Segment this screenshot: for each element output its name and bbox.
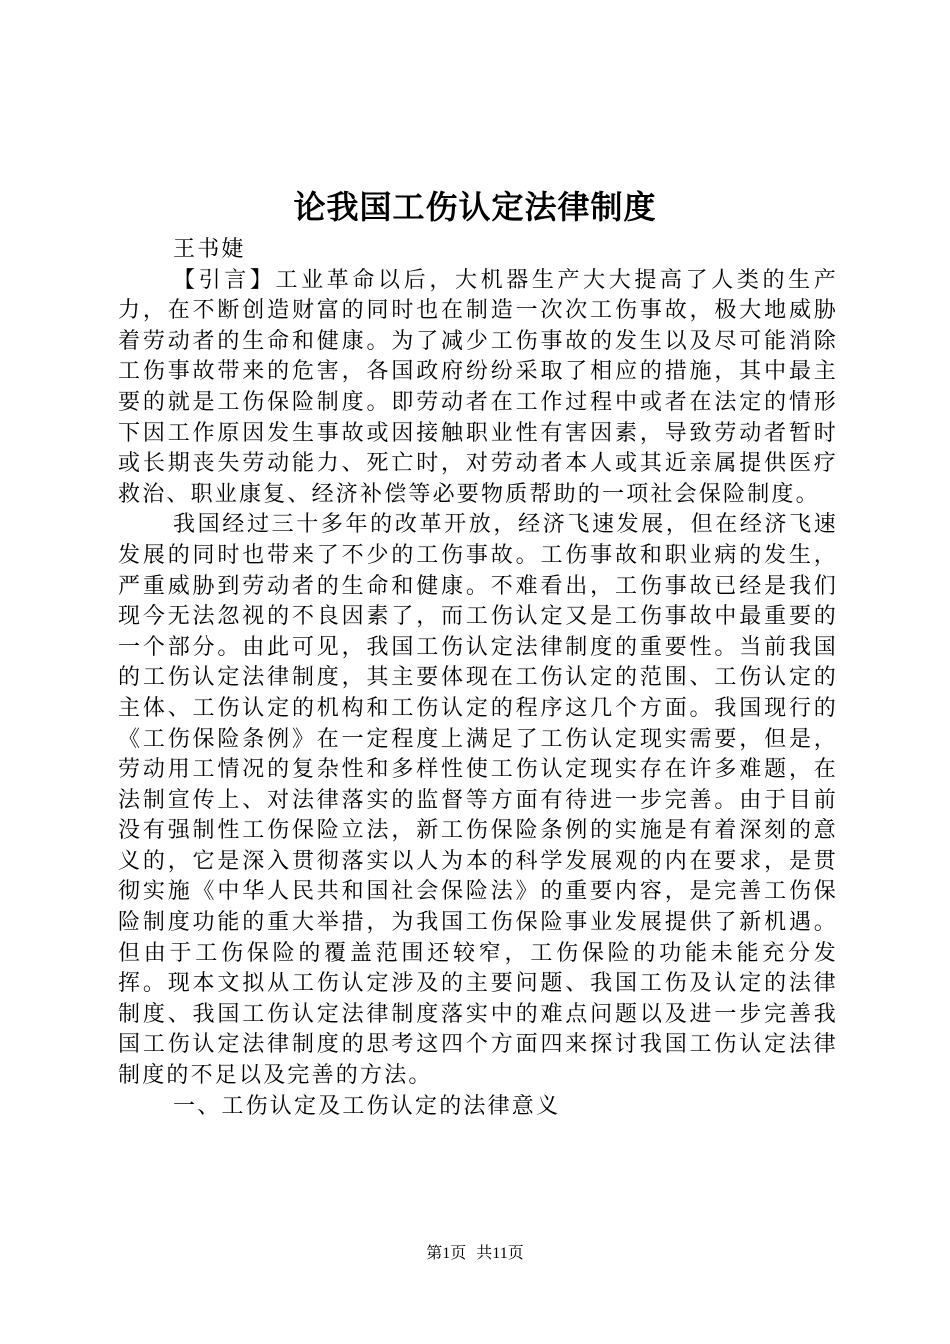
page-number: 第1页 [426,1245,467,1262]
paragraph-introduction: 【引言】工业革命以后，大机器生产大大提高了人类的生产力，在不断创造财富的同时也在制造一次次工伤事故，极大地威胁着劳动者的生命和健康。为了减少工伤事故的发生以及尽可能消除工伤事故带来的危害，各国政府纷纷采取了相应的措施，其中最主要的就是工伤保险制度。即劳动者在工作过程中或者在法定的情形下因工作原因发生事故或因接触职业性有害因素，导致劳动者暂时或长期丧失劳动能力、死亡时，对劳动者本人或其近亲属提供医疗救治、职业康复、经济补偿等必要物质帮助的一项社会保险制度。 [118,267,838,507]
author-name: 王书婕 [173,237,246,262]
section-heading: 一、工伤认定及工伤认定的法律意义 [173,1093,561,1119]
paragraph-background: 我国经过三十多年的改革开放，经济飞速发展，但在经济飞速发展的同时也带来了不少的工伤事故。工伤事故和职业病的发生，严重威胁到劳动者的生命和健康。不难看出，工伤事故已经是我们现今无法忽视的不良因素了，而工伤认定又是工伤事故中最重要的一个部分。由此可见，我国工伤认定法律制度的重要性。当前我国的工伤认定法律制度，其主要体现在工伤认定的范围、工伤认定的主体、工伤认定的机构和工伤认定的程序这几个方面。我国现行的《工伤保险条例》在一定程度上满足了工伤认定现实需要，但是，劳动用工情况的复杂性和多样性使工伤认定现实存在许多难题，在法制宣传上、对法律落实的监督等方面有待进一步完善。由于目前没有强制性工伤保险立法，新工伤保险条例的实施是有着深刻的意义的，它是深入贯彻落实以人为本的科学发展观的内在要求，是贯彻实施《中华人民共和国社会保险法》的重要内容，是完善工伤保险制度功能的重大举措，为我国工伤保险事业发展提供了新机遇。但由于工伤保险的覆盖范围还较窄，工伤保险的功能未能充分发挥。现本文拟从工伤认定涉及的主要问题、我国工伤及认定的法律制度、我国工伤认定法律制度落实中的难点问题以及进一步完善我国工伤认定法律制度的思考这四个方面四来探讨我国工伤认定法律制度的不足以及完善的方法。 [118,512,838,1089]
page-footer [0,1243,950,1265]
document-body [118,235,838,1122]
page-total: 共11页 [476,1245,524,1262]
document-title: 论我国工伤认定法律制度 [293,188,657,226]
